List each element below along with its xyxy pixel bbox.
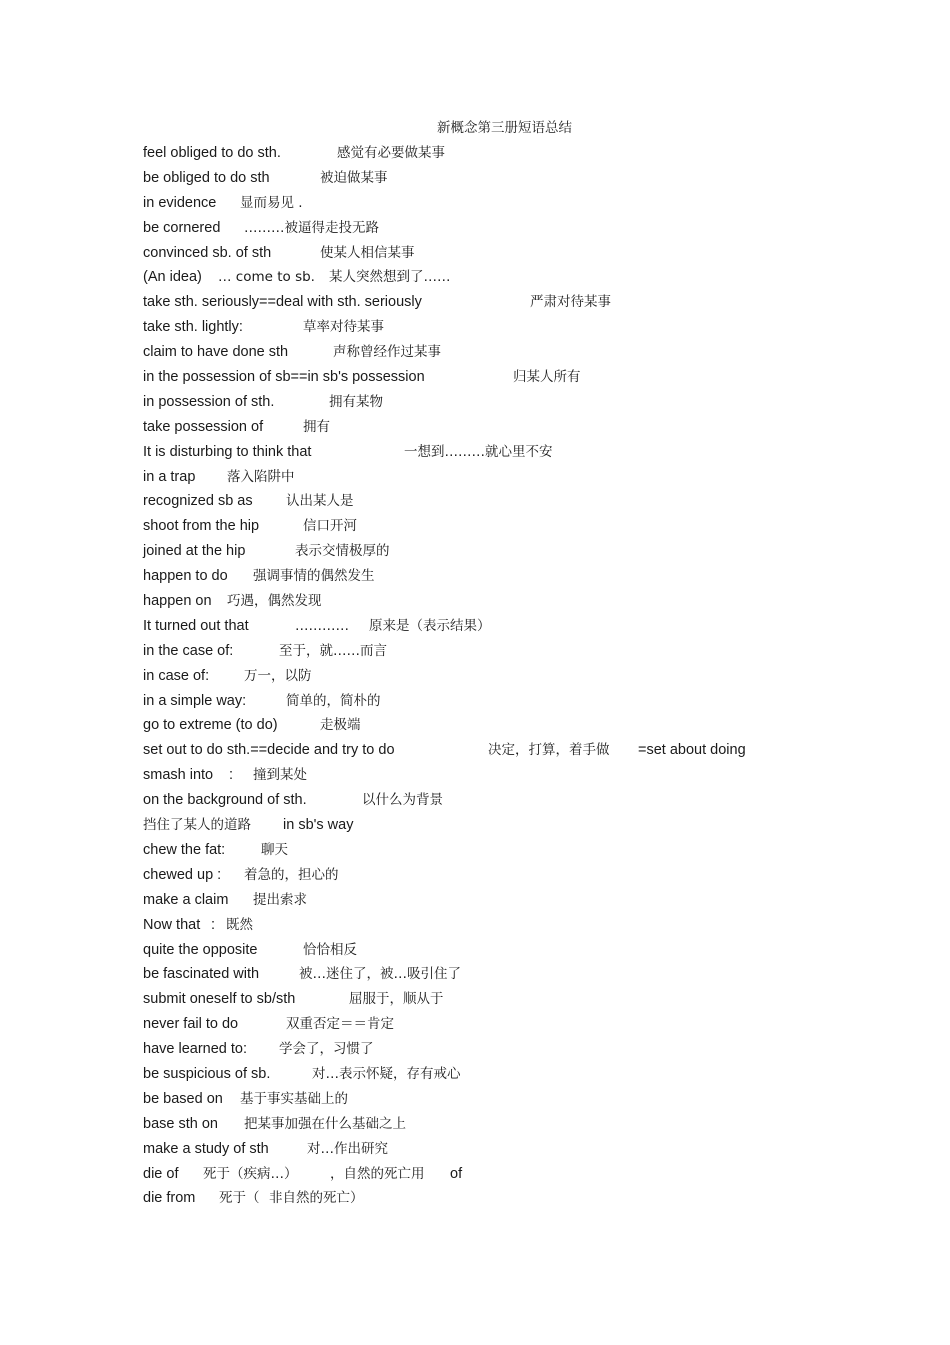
phrase-meaning: 拥有 — [303, 418, 330, 435]
phrase-entry — [143, 244, 923, 269]
phrase-term: set out to do sth.==decide and try to do — [143, 742, 395, 759]
phrase-term: make a study of sth — [143, 1140, 269, 1157]
phrase-entry — [143, 517, 923, 542]
phrase-term: never fail to do — [143, 1016, 239, 1033]
phrase-entry — [143, 169, 923, 194]
phrase-meaning: … come to sb. — [218, 269, 315, 286]
phrase-term: shoot from the hip — [143, 518, 260, 535]
phrase-meaning: 认出某人是 — [286, 493, 354, 510]
phrase-meaning: 一想到………就心里不安 — [404, 443, 553, 460]
phrase-term: in case of: — [143, 667, 210, 684]
phrase-meaning: 决定，打算，着手做 — [488, 742, 610, 759]
phrase-term: be fascinated with — [143, 966, 260, 983]
phrase-meaning: 被迫做某事 — [320, 169, 388, 186]
phrase-meaning: 聊天 — [261, 841, 288, 858]
phrase-meaning: 以什么为背景 — [362, 792, 443, 809]
phrase-term: convinced sb. of sth — [143, 244, 272, 261]
phrase-entry — [143, 716, 923, 741]
phrase-term: happen to do — [143, 568, 228, 585]
phrase-meaning: 拥有某物 — [329, 393, 383, 410]
phrase-entry — [143, 692, 923, 717]
phrase-entry — [143, 343, 923, 368]
phrase-meaning: 死于（ — [219, 1190, 260, 1207]
phrase-entry — [143, 990, 923, 1015]
phrase-meaning: : — [229, 767, 234, 784]
phrase-term: quite the opposite — [143, 941, 258, 958]
phrase-entry — [143, 368, 923, 393]
phrase-meaning: 恰恰相反 — [303, 941, 357, 958]
phrase-entry — [143, 393, 923, 418]
phrase-entry — [143, 766, 923, 791]
phrase-meaning: 双重否定＝＝肯定 — [286, 1016, 394, 1033]
phrase-term: happen on — [143, 593, 212, 610]
phrase-entry — [143, 418, 923, 443]
phrase-meaning: 撞到某处 — [253, 767, 307, 784]
phrase-meaning: 信口开河 — [303, 518, 357, 535]
page-title: 新概念第三册短语总结 — [437, 120, 572, 136]
phrase-term: joined at the hip — [143, 543, 246, 560]
phrase-term: have learned to: — [143, 1041, 247, 1058]
phrase-meaning: 基于事实基础上的 — [240, 1090, 348, 1107]
phrase-meaning: 提出索求 — [253, 891, 307, 908]
phrase-entry — [143, 1040, 923, 1065]
phrase-meaning: 既然 — [226, 916, 253, 933]
phrase-entry — [143, 1065, 923, 1090]
phrase-meaning: 落入陷阱中 — [227, 468, 295, 485]
phrase-entry — [143, 642, 923, 667]
phrase-term: in evidence — [143, 194, 217, 211]
phrase-entry — [143, 1015, 923, 1040]
phrase-entry — [143, 592, 923, 617]
phrase-meaning: in sb's way — [283, 817, 354, 834]
phrase-meaning: 被…迷住了，被…吸引住了 — [299, 966, 461, 983]
phrase-meaning: ………被逼得走投无路 — [244, 219, 379, 236]
phrase-term: It is disturbing to think that — [143, 443, 312, 460]
phrase-term: chewed up : — [143, 866, 222, 883]
phrase-entry — [143, 1115, 923, 1140]
phrase-meaning: 表示交情极厚的 — [295, 543, 390, 560]
phrase-term: take sth. seriously==deal with sth. seriously — [143, 294, 422, 311]
phrase-meaning: 对…表示怀疑，存有戒心 — [312, 1065, 461, 1082]
phrase-term: die from — [143, 1190, 196, 1207]
phrase-entry — [143, 443, 923, 468]
phrase-term: in a simple way: — [143, 692, 247, 709]
phrase-term: feel obliged to do sth. — [143, 145, 281, 161]
phrase-meaning: : — [211, 916, 216, 933]
phrase-meaning: 至于，就……而言 — [279, 642, 387, 659]
phrase-entry — [143, 268, 923, 293]
phrase-entry — [143, 567, 923, 592]
phrase-meaning: 声称曾经作过某事 — [333, 344, 441, 361]
phrase-term: be based on — [143, 1090, 223, 1107]
phrase-entry — [143, 891, 923, 916]
phrase-meaning: 走极端 — [320, 717, 361, 734]
phrase-term: make a claim — [143, 891, 229, 908]
phrase-meaning: 简单的，简朴的 — [286, 692, 381, 709]
phrase-entry — [143, 194, 923, 219]
phrase-entry — [143, 741, 923, 766]
phrase-meaning: 对…作出研究 — [307, 1140, 388, 1157]
phrase-term: be cornered — [143, 219, 221, 236]
phrase-entry — [143, 542, 923, 567]
phrase-meaning: of — [450, 1165, 463, 1182]
phrase-meaning: =set about doing — [638, 742, 746, 759]
phrase-term: 挡住了某人的道路 — [143, 817, 251, 834]
phrase-meaning: 强调事情的偶然发生 — [253, 568, 375, 585]
phrase-meaning: 某人突然想到了…… — [329, 269, 451, 286]
phrase-meaning: 严肃对待某事 — [530, 294, 611, 311]
phrase-term: be suspicious of sb. — [143, 1065, 271, 1082]
phrase-term: take possession of — [143, 418, 264, 435]
phrase-entry — [143, 1165, 923, 1190]
phrase-entry — [143, 941, 923, 966]
phrase-meaning: 巧遇，偶然发现 — [227, 593, 322, 610]
phrase-entry — [143, 841, 923, 866]
phrase-entry — [143, 965, 923, 990]
phrase-meaning: 使某人相信某事 — [320, 244, 415, 261]
phrase-term: smash into — [143, 767, 214, 784]
phrase-entry — [143, 667, 923, 692]
phrase-entry — [143, 219, 923, 244]
phrase-entry — [143, 293, 923, 318]
phrase-entry — [143, 1189, 923, 1214]
phrase-meaning: 学会了，习惯了 — [279, 1041, 374, 1058]
phrase-entry — [143, 866, 923, 891]
phrase-term: in possession of sth. — [143, 393, 275, 410]
phrase-entry — [143, 791, 923, 816]
phrase-meaning: 原来是（表示结果） — [369, 617, 491, 634]
phrase-term: submit oneself to sb/sth — [143, 991, 296, 1008]
phrase-list — [143, 144, 923, 1214]
phrase-term: take sth. lightly: — [143, 319, 243, 336]
phrase-term: Now that — [143, 916, 201, 933]
phrase-term: be obliged to do sth — [143, 169, 270, 186]
phrase-entry — [143, 468, 923, 493]
phrase-meaning: 把某事加强在什么基础之上 — [244, 1115, 406, 1132]
phrase-term: go to extreme (to do) — [143, 717, 278, 734]
phrase-meaning: 草率对待某事 — [303, 319, 384, 336]
phrase-meaning: 万一，以防 — [244, 667, 312, 684]
phrase-term: (An idea) — [143, 269, 202, 286]
phrase-term: claim to have done sth — [143, 344, 289, 361]
phrase-term: on the background of sth. — [143, 792, 307, 809]
phrase-meaning: ，自然的死亡用 — [330, 1165, 425, 1182]
phrase-term: in the possession of sb==in sb's possession — [143, 369, 425, 386]
phrase-meaning: 着急的，担心的 — [244, 866, 339, 883]
phrase-entry — [143, 318, 923, 343]
phrase-entry — [143, 816, 923, 841]
phrase-term: die of — [143, 1165, 179, 1182]
phrase-term: in the case of: — [143, 642, 234, 659]
phrase-entry — [143, 916, 923, 941]
phrase-entry — [143, 1090, 923, 1115]
phrase-meaning: 死于（疾病…） — [203, 1165, 298, 1182]
phrase-entry — [143, 617, 923, 642]
phrase-term: It turned out that — [143, 617, 249, 634]
phrase-meaning: 归某人所有 — [513, 369, 581, 386]
phrase-meaning: ………… — [295, 617, 349, 634]
phrase-meaning: 显而易见 . — [240, 194, 303, 211]
phrase-meaning: 屈服于，顺从于 — [349, 991, 444, 1008]
phrase-meaning: 非自然的死亡） — [269, 1190, 364, 1207]
phrase-term: base sth on — [143, 1115, 218, 1132]
phrase-term: chew the fat: — [143, 841, 226, 858]
phrase-entry — [143, 144, 923, 169]
phrase-entry — [143, 1140, 923, 1165]
phrase-term: in a trap — [143, 468, 196, 485]
phrase-meaning: 感觉有必要做某事 — [337, 145, 445, 161]
phrase-entry — [143, 492, 923, 517]
phrase-term: recognized sb as — [143, 493, 253, 510]
